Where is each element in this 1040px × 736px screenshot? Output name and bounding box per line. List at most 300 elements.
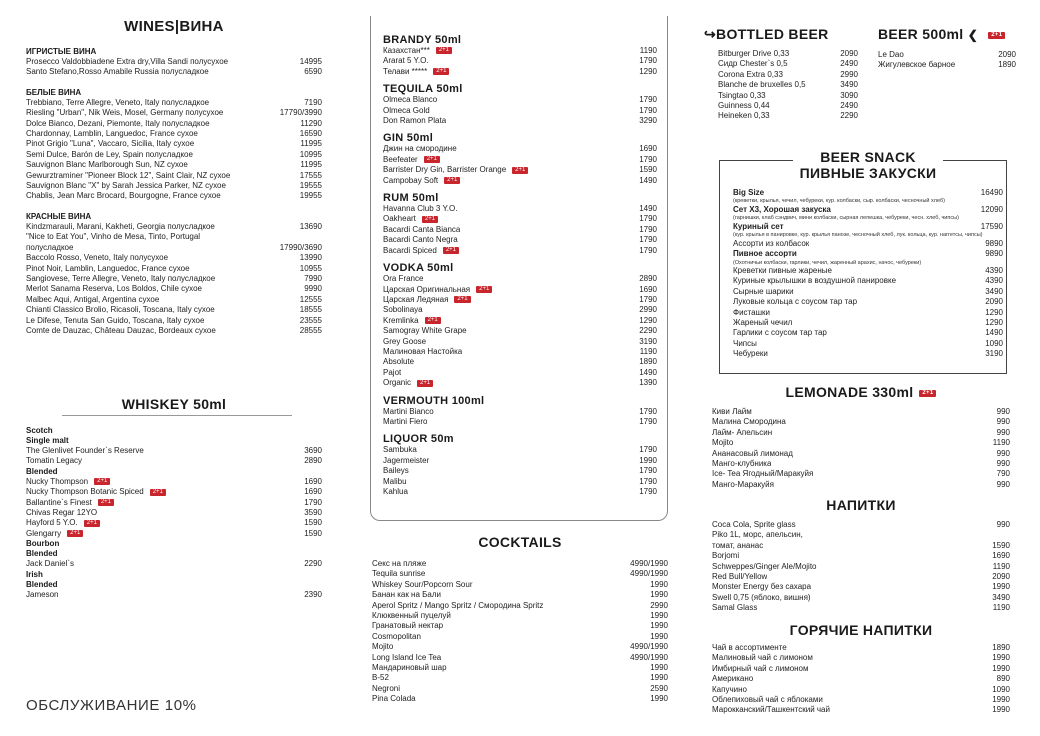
item-name: Barrister Dry Gin, Barrister Orange 2+1 xyxy=(383,165,528,175)
item-name: Chivas Regar 12YO xyxy=(26,508,98,518)
menu-item xyxy=(383,337,657,347)
menu-item xyxy=(26,264,322,274)
item-name: Ice- Tea Ягодный/Маракуйя xyxy=(712,469,814,479)
cocktails-section xyxy=(372,534,668,705)
item-price: 1690 xyxy=(304,487,322,497)
item-price: 4990/1990 xyxy=(630,652,668,662)
item-description: (гарнишки, клаб сэндвич, мини колбаски, сырная лепешка, чебуреки, чесн. хлеб, чипсы) xyxy=(733,215,959,222)
item-price: 12555 xyxy=(299,294,322,304)
item-price: 1990 xyxy=(650,621,668,631)
menu-item xyxy=(372,663,668,673)
menu-item xyxy=(712,695,1010,705)
item-name: Чипсы xyxy=(733,338,757,348)
promo-badge: 2+1 xyxy=(94,478,110,485)
item-name: Облепиховый чай с яблоками xyxy=(712,695,823,705)
item-name: томат, ананас xyxy=(712,540,764,550)
promo-badge: 2+1 xyxy=(988,32,1005,39)
menu-item xyxy=(372,684,668,694)
item-name: Chianti Classico Brolio, Ricasoli, Toscana, Italy сухое xyxy=(26,305,215,315)
promo-badge: 2+1 xyxy=(150,489,166,496)
menu-item xyxy=(26,98,322,108)
item-price: 3490 xyxy=(985,286,1003,296)
menu-item xyxy=(383,417,657,427)
item-name: Ананасовый лимонад xyxy=(712,448,793,458)
item-price: 2990 xyxy=(840,69,858,79)
item-name: Riesling "Urban", Nik Weis, Mosel, Germany полусухое xyxy=(26,108,224,118)
item-name: Секс на пляже xyxy=(372,559,427,568)
promo-badge: 2+1 xyxy=(84,520,100,527)
item-price: 7990 xyxy=(304,273,322,283)
menu-item xyxy=(26,181,322,191)
menu-item xyxy=(733,239,1003,249)
menu-item xyxy=(733,188,1003,198)
drinks-title: НАПИТКИ xyxy=(826,497,896,513)
item-price: 4390 xyxy=(985,266,1003,276)
item-name: Куриные крылышки в воздушной панировке xyxy=(733,276,897,286)
item-name: Jagermeister xyxy=(383,455,430,465)
item-price: 11290 xyxy=(300,118,322,128)
promo-badge: 2+1 xyxy=(454,296,470,303)
menu-item xyxy=(712,459,1010,469)
item-price: 1990 xyxy=(992,663,1010,673)
item-name: Ассорти из колбасок xyxy=(733,238,810,248)
subcategory-label: Blended xyxy=(26,549,58,559)
gin-list xyxy=(383,144,657,186)
whiskey-section xyxy=(26,396,322,600)
item-name: Campobay Soft 2+1 xyxy=(383,176,460,186)
item-name: Сет X3, Хорошая закуска xyxy=(733,204,831,214)
item-price: 1190 xyxy=(992,561,1010,571)
item-name: Kahlua xyxy=(383,487,408,496)
item-price: 1990 xyxy=(650,694,668,704)
item-price: 1290 xyxy=(985,318,1003,328)
menu-item xyxy=(26,508,322,518)
gin-title: GIN 50ml xyxy=(383,132,434,145)
item-price: 3090 xyxy=(840,90,858,100)
item-price: 890 xyxy=(996,674,1010,684)
item-price: 4390 xyxy=(985,276,1003,286)
menu-item xyxy=(26,274,322,284)
item-name: Мандариновый шар xyxy=(372,663,447,673)
item-name: Semi Dulce, Barón de Ley, Spain полусладкое xyxy=(26,149,193,159)
menu-item xyxy=(712,603,1010,613)
item-name: Cosmopolitan xyxy=(372,631,421,641)
menu-item xyxy=(26,191,322,201)
menu-item xyxy=(26,284,322,294)
item-price: 16490 xyxy=(980,188,1003,197)
item-name: Heineken 0,33 xyxy=(718,111,770,121)
menu-item xyxy=(26,57,322,67)
menu-item xyxy=(383,466,657,476)
menu-item xyxy=(26,119,322,129)
menu-item xyxy=(383,295,657,305)
item-name: Фисташки xyxy=(733,307,770,317)
item-name: Malibu xyxy=(383,476,407,486)
item-price: 9890 xyxy=(985,238,1003,248)
item-price: 17590 xyxy=(980,221,1003,231)
item-name: Le Dao xyxy=(878,50,904,59)
menu-item xyxy=(712,582,1010,592)
menu-item xyxy=(383,456,657,466)
item-name: Baileys xyxy=(383,466,409,476)
wines-section xyxy=(26,18,322,336)
item-name: Имбирный чай с лимоном xyxy=(712,663,809,673)
item-name: Марокканский/Ташкентский чай xyxy=(712,705,830,715)
item-price: 1990 xyxy=(650,673,668,683)
item-price: 1690 xyxy=(304,476,322,486)
menu-item xyxy=(712,449,1010,459)
menu-item xyxy=(26,150,322,160)
item-price: 1990 xyxy=(650,611,668,621)
hot-list xyxy=(712,643,1010,716)
white-list xyxy=(26,98,322,202)
item-name: Жигулевское барное xyxy=(878,60,956,70)
item-name: Mojito xyxy=(372,642,394,652)
item-name: Oakheart 2+1 xyxy=(383,214,438,224)
vermouth-title: VERMOUTH 100ml xyxy=(383,394,485,407)
promo-badge: 2+1 xyxy=(476,286,492,293)
menu-item xyxy=(712,530,1010,540)
menu-item xyxy=(712,572,1010,582)
item-price: 6590 xyxy=(304,67,322,77)
item-name: B-52 xyxy=(372,673,389,683)
item-price: 2390 xyxy=(304,589,322,599)
menu-item xyxy=(718,101,858,111)
item-name: Ballantine`s Finest 2+1 xyxy=(26,498,114,508)
menu-item xyxy=(718,49,858,59)
menu-item xyxy=(712,643,1010,653)
item-price: 3290 xyxy=(639,116,657,126)
cocktails-title: COCKTAILS xyxy=(478,534,562,550)
sparkling-list xyxy=(26,57,322,78)
item-name: Big Size xyxy=(733,188,765,197)
item-price: 28555 xyxy=(299,325,322,335)
item-price: 10995 xyxy=(299,149,322,159)
item-price: 2290 xyxy=(639,326,657,336)
item-price: 1190 xyxy=(639,346,657,356)
item-name: Царская Ледяная 2+1 xyxy=(383,295,471,305)
item-name: Tequila sunrise xyxy=(372,569,426,579)
item-price: 990 xyxy=(996,417,1010,427)
item-name: Absolute xyxy=(383,357,415,367)
menu-item xyxy=(712,705,1010,715)
menu-item xyxy=(383,56,657,66)
red-list xyxy=(26,222,322,336)
item-price: 4990/1990 xyxy=(630,569,668,579)
item-name: Piko 1L, морс, апельсин, xyxy=(712,530,803,540)
hot-section xyxy=(712,622,1010,716)
menu-item xyxy=(26,139,322,149)
menu-item xyxy=(712,562,1010,572)
item-price: 990 xyxy=(996,427,1010,437)
cocktails-list xyxy=(372,559,668,705)
menu-item xyxy=(733,349,1003,359)
item-name: Pinot Grigio "Luna", Vaccaro, Sicilia, Italy сухое xyxy=(26,139,195,149)
drinks-section xyxy=(712,497,1010,614)
menu-item xyxy=(383,246,657,256)
menu-item xyxy=(733,297,1003,307)
menu-item xyxy=(383,235,657,245)
menu-item xyxy=(26,529,322,539)
item-price: 790 xyxy=(996,469,1010,479)
menu-item xyxy=(372,621,668,631)
menu-item xyxy=(26,477,322,487)
menu-item xyxy=(383,116,657,126)
item-price: 1790 xyxy=(639,294,657,304)
item-price: 17555 xyxy=(299,170,322,180)
item-price: 1790 xyxy=(639,406,657,416)
item-price: 16590 xyxy=(299,129,322,139)
menu-item xyxy=(383,155,657,165)
menu-item xyxy=(733,276,1003,286)
whiskey-list xyxy=(26,426,322,600)
item-name: Капучино xyxy=(712,684,747,694)
lemonade-list xyxy=(712,407,1010,490)
subcategory-label: Blended xyxy=(26,579,58,589)
item-price: 2090 xyxy=(840,49,858,58)
snack-list xyxy=(733,188,1003,360)
item-name: Sauvignon Blanc Marlborough Sun, NZ сухое xyxy=(26,160,188,170)
item-price: 9890 xyxy=(985,249,1003,259)
item-price: 1690 xyxy=(639,144,657,154)
item-name: Kremlinka 2+1 xyxy=(383,316,441,326)
item-price: 1490 xyxy=(639,367,657,377)
vermouth-list xyxy=(383,407,657,428)
menu-item xyxy=(383,368,657,378)
item-name: Aperol Spritz / Mango Spritz / Смородина Spritz xyxy=(372,600,544,610)
menu-item xyxy=(383,357,657,367)
item-price: 2090 xyxy=(998,50,1016,59)
item-price: 2590 xyxy=(650,683,668,693)
item-name: Чай в ассортименте xyxy=(712,643,787,652)
item-name: Malbec Aqui, Antigal, Argentina сухое xyxy=(26,294,160,304)
menu-item xyxy=(26,305,322,315)
item-name: Pina Colada xyxy=(372,694,416,704)
menu-item xyxy=(372,569,668,579)
item-name: Organic 2+1 xyxy=(383,378,433,388)
spirits-section xyxy=(383,34,657,497)
menu-item xyxy=(383,487,657,497)
item-name: Olmeca Gold xyxy=(383,105,430,115)
menu-item xyxy=(712,541,1010,551)
item-name: Gewurztraminer "Pioneer Block 12", Saint Clair, NZ сухое xyxy=(26,170,231,180)
item-price: 3190 xyxy=(985,349,1003,359)
item-name: Glengarry 2+1 xyxy=(26,529,83,539)
item-price: 1090 xyxy=(985,338,1003,348)
bottled-list xyxy=(704,49,858,122)
item-price: 1490 xyxy=(639,204,657,214)
item-price: 2890 xyxy=(304,456,322,466)
item-name: Santo Stefano,Rosso Amabile Russia полусладкое xyxy=(26,67,209,77)
item-name: Monster Energy без сахара xyxy=(712,582,812,592)
item-name: Guinness 0,44 xyxy=(718,101,770,111)
item-name: Swell 0,75 (яблоко, вишня) xyxy=(712,592,811,602)
lemonade-section xyxy=(712,384,1010,490)
promo-badge: 2+1 xyxy=(98,499,114,506)
item-price: 3590 xyxy=(304,508,322,518)
menu-item xyxy=(26,446,322,456)
item-name: Ararat 5 Y.O. xyxy=(383,56,429,66)
item-name: Bacardi Canto Negra xyxy=(383,235,458,245)
item-price: 1790 xyxy=(639,105,657,115)
item-name: Чебуреки xyxy=(733,349,768,359)
item-price: 1990 xyxy=(992,695,1010,705)
service-note: ОБСЛУЖИВАНИЕ 10% xyxy=(26,697,197,714)
item-price: 2090 xyxy=(992,572,1010,582)
item-name: Borjomi xyxy=(712,551,740,561)
item-price: 11995 xyxy=(300,160,322,170)
menu-item xyxy=(26,129,322,139)
item-price: 23555 xyxy=(299,315,322,325)
item-description: (Охотничьи колбаски, гарлики, чечил, жаренный арахис, начос, чебуреки) xyxy=(733,259,922,266)
menu-item xyxy=(26,108,322,118)
drinks-list xyxy=(712,520,1010,614)
item-description: (кур. крылья в панировке, кур. крылья панозе, чесночный хлеб, лук. кольца, кур. наггетсы, чипсы) xyxy=(733,232,983,239)
menu-item xyxy=(26,67,322,77)
promo-badge: 2+1 xyxy=(424,156,440,163)
menu-item xyxy=(733,222,1003,232)
menu-item xyxy=(26,326,322,336)
item-name: Киви Лайм xyxy=(712,407,752,416)
bottled-section xyxy=(704,26,858,122)
menu-item xyxy=(372,611,668,621)
item-name: Сырные шарики xyxy=(733,286,794,296)
menu-item xyxy=(372,590,668,600)
menu-item xyxy=(383,95,657,105)
item-name: Малиновая Настойка xyxy=(383,346,463,356)
liquor-list xyxy=(383,445,657,497)
brandy-list xyxy=(383,46,657,77)
menu-item xyxy=(383,106,657,116)
tequila-list xyxy=(383,95,657,126)
menu-item xyxy=(383,176,657,186)
item-name: Martini Fiero xyxy=(383,416,428,426)
item-price: 1990 xyxy=(992,653,1010,663)
item-price: 990 xyxy=(996,479,1010,489)
item-price: 1790 xyxy=(639,466,657,476)
item-price: 1890 xyxy=(639,357,657,367)
item-price: 1990 xyxy=(650,663,668,673)
item-name: Coca Cola, Sprite glass xyxy=(712,520,796,529)
item-name: Пивное ассорти xyxy=(733,249,797,259)
promo-badge: 2+1 xyxy=(422,216,438,223)
menu-item xyxy=(372,642,668,652)
item-price: 13690 xyxy=(299,221,322,231)
menu-item xyxy=(383,274,657,284)
item-price: 4990/1990 xyxy=(630,642,668,652)
item-name: Луковые кольца с соусом тар тар xyxy=(733,297,858,307)
menu-item xyxy=(718,59,858,69)
menu-item xyxy=(26,160,322,170)
menu-item xyxy=(26,222,322,232)
menu-item xyxy=(383,204,657,214)
item-name: Банан как на Бали xyxy=(372,590,441,600)
item-name: Schweppes/Ginger Ale/Mojito xyxy=(712,561,817,571)
subcategory-label: Bourbon xyxy=(26,539,60,549)
item-price: 1790 xyxy=(639,56,657,66)
item-price: 2990 xyxy=(650,600,668,610)
menu-item xyxy=(733,249,1003,259)
vodka-title: VODKA 50ml xyxy=(383,262,454,275)
rum-list xyxy=(383,204,657,256)
menu-item xyxy=(712,674,1010,684)
item-name: Клюквенный пуцелуй xyxy=(372,611,451,621)
item-name: Havanna Club 3 Y.O. xyxy=(383,204,458,214)
item-name: Don Ramon Plata xyxy=(383,116,447,126)
item-price: 2290 xyxy=(304,559,322,569)
menu-item xyxy=(383,285,657,295)
item-name: Ora France xyxy=(383,274,424,284)
menu-item xyxy=(26,498,322,508)
menu-item xyxy=(26,243,322,253)
item-price: 19955 xyxy=(299,191,322,201)
menu-item xyxy=(712,480,1010,490)
menu-item xyxy=(26,171,322,181)
item-name: Nucky Thompson Botanic Spiced 2+1 xyxy=(26,487,166,497)
menu-item xyxy=(718,70,858,80)
item-price: 1590 xyxy=(304,528,322,538)
item-price: 1190 xyxy=(992,438,1010,448)
item-name: Jameson xyxy=(26,589,59,599)
item-price: 1790 xyxy=(639,245,657,255)
item-name: Nucky Thompson 2+1 xyxy=(26,477,110,487)
subcategory-label: Single malt xyxy=(26,436,69,445)
item-price: 10955 xyxy=(299,263,322,273)
menu-item xyxy=(383,144,657,154)
item-price: 1790 xyxy=(639,476,657,486)
item-price: 3490 xyxy=(840,80,858,90)
brandy-title: BRANDY 50ml xyxy=(383,34,462,46)
menu-item xyxy=(372,653,668,663)
item-price: 9990 xyxy=(304,284,322,294)
item-price: 18555 xyxy=(299,305,322,315)
menu-item xyxy=(383,214,657,224)
item-price: 3490 xyxy=(992,592,1010,602)
item-name: Sobolinaya xyxy=(383,305,423,315)
item-name: Blanche de bruxelles 0,5 xyxy=(718,80,806,90)
item-name: Chardonnay, Lamblin, Languedoc, France сухое xyxy=(26,129,198,139)
item-name: Манго-Маракуйя xyxy=(712,479,774,489)
liquor-title: LIQUOR 50m xyxy=(383,433,454,446)
menu-item xyxy=(733,205,1003,215)
item-price: 1290 xyxy=(985,307,1003,317)
item-price: 1090 xyxy=(992,684,1010,694)
snack-title-ru: ПИВНЫЕ ЗАКУСКИ xyxy=(799,165,937,181)
item-name: Телави ***** 2+1 xyxy=(383,67,449,77)
item-price: 1790 xyxy=(639,235,657,245)
item-price: 12090 xyxy=(980,204,1003,214)
wines-title: WINES|ВИНА xyxy=(124,18,224,35)
menu-item xyxy=(878,60,1016,70)
item-price: 1790 xyxy=(639,445,657,455)
menu-item xyxy=(712,653,1010,663)
menu-item xyxy=(26,253,322,263)
menu-item xyxy=(26,232,322,242)
beer-title: BEER 500ml ❮ 2+1 xyxy=(878,26,1016,42)
item-price: 1690 xyxy=(639,284,657,294)
rum-title: RUM 50ml xyxy=(383,192,439,205)
menu-item xyxy=(718,111,858,121)
menu-item xyxy=(733,339,1003,349)
item-price: 1990 xyxy=(650,579,668,589)
menu-item xyxy=(383,305,657,315)
item-price: 14995 xyxy=(299,57,322,66)
item-name: Negroni xyxy=(372,683,401,693)
menu-item xyxy=(26,518,322,528)
item-name: Martini Bianco xyxy=(383,406,434,416)
item-name: Comte de Dauzac, Château Dauzac, Bordeaux сухое xyxy=(26,325,216,335)
menu-item xyxy=(372,559,668,569)
